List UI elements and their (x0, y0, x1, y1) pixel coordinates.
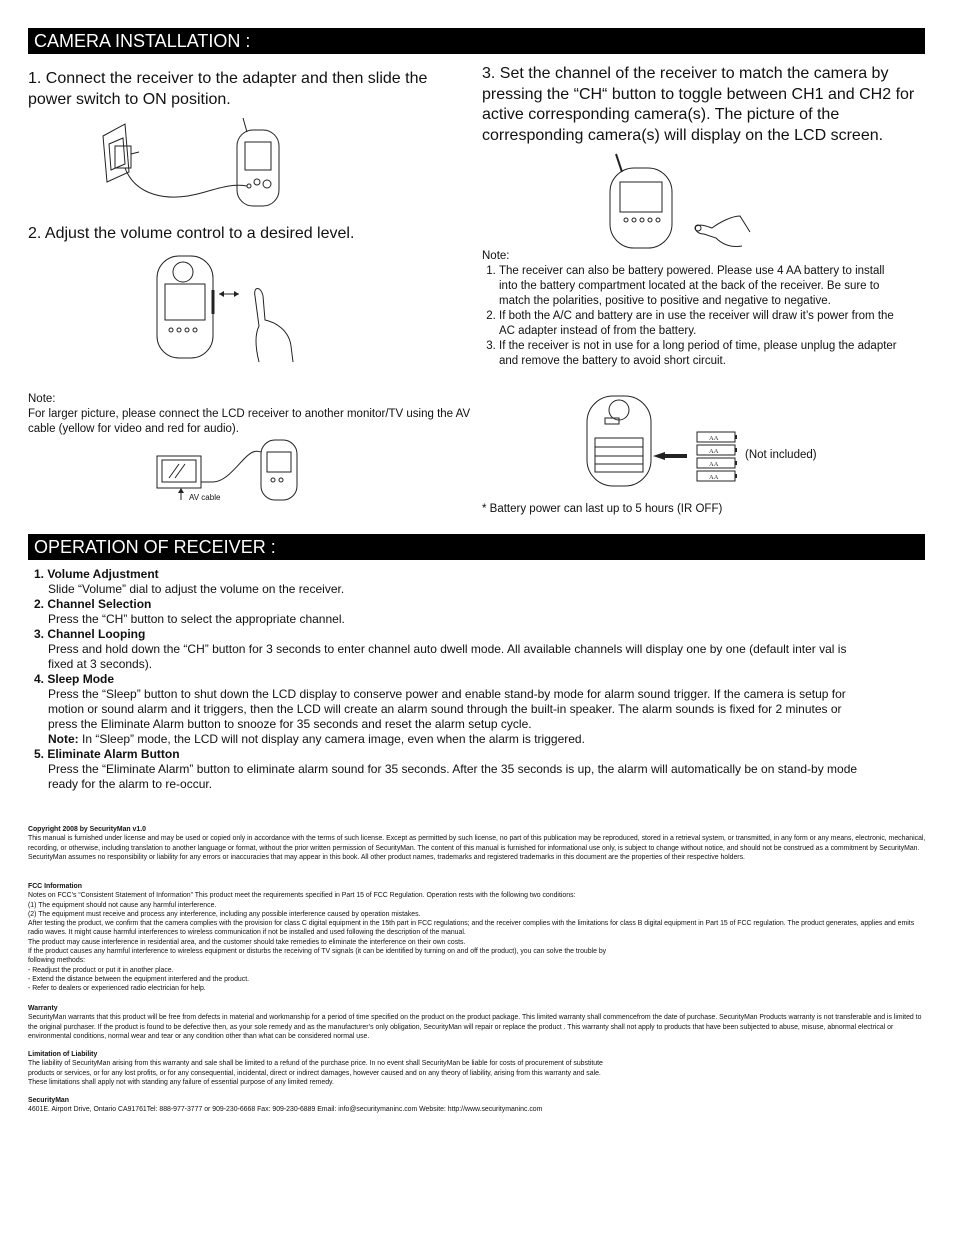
warranty-title: Warranty (28, 1005, 58, 1012)
volume-control-illustration (155, 250, 305, 362)
operation-item (34, 567, 874, 597)
install-step-3: 3. Set the channel of the receiver to match the camera by pressing the “CH“ button to toggle between CH1 and CH2 for active corresponding camera(s). The picture of the corresponding camera(s) will display on the LCD screen. (482, 65, 915, 144)
copyright-text: This manual is furnished under license and may be used or copied only in accordance with the terms of such license. Except as permitted by such license, no part of this publication may be reproduced, stored in a retrieval system, or transmitted, in any form or any means, electronic, mechanical, recording, or otherwise, including translation to another language or format, without the prior written permission of SecurityMan. The content of this manual is furnished for informational use only, is subject to change without notice, and should not be construed as a commitment by SecurityMan. SecurityMan assumes no responsibility or liability for any errors or inaccuracies that may appear in this book. All other product names, trademarks and registered trademarks in this document are the properties of their respective holders. (28, 835, 926, 861)
install-step-2: 2. Adjust the volume control to a desired level. (28, 225, 355, 242)
av-cable-illustration (155, 438, 315, 508)
operation-item (34, 747, 874, 792)
fcc-line: - Extend the distance between the equipment interfered and the product. (28, 975, 250, 983)
adapter-receiver-illustration (95, 114, 295, 214)
battery-label: AA (709, 448, 719, 455)
liability-section (28, 1050, 928, 1087)
operation-item-body: Press the “Eliminate Alarm” button to eliminate alarm sound for 35 seconds. After the 35 seconds is up, the alarm will automatically be on stand-by mode ready for the alarm to re-occur. (48, 762, 858, 791)
left-note-text: For larger picture, please connect the LCD receiver to another monitor/TV using the AV cable (yellow for video and red for audio). (28, 408, 471, 435)
fcc-line: After testing the product, we confirm that the camera complies with the provision for class C digital equipment in the 15th part in FCC regulations; and the receiver complies with the limitations for class B digital equipment in Part 15 of FCC regulation. The product generates, applies and emits radio waves. It might cause harmful interferences to wireless communication if not be installed and used following the description of the manual. (28, 920, 915, 937)
right-note-item: 2. If both the A/C and battery are in use the receiver will draw it’s power from the AC adapter instead of from the battery. (499, 309, 902, 339)
operation-item (34, 597, 874, 627)
battery-footnote: * Battery power can last up to 5 hours (IR OFF) (482, 503, 723, 515)
left-note-label: Note: (28, 393, 56, 405)
copyright-section (28, 825, 928, 862)
operation-item-body: Press and hold down the “CH” button for 3 seconds to enter channel auto dwell mode. All available channels will display one by one (default inter val is fixed at 3 seconds). (48, 642, 847, 671)
fcc-section (28, 882, 928, 994)
fcc-line: following methods: (28, 957, 86, 965)
fcc-line: If the product causes any harmful interference to wireless equipment or disturbs the receiving of TV signals (it can be identified by turning on and off the product), you can solve the trouble by (28, 948, 607, 956)
operation-item-title: 3. Channel Looping (34, 627, 146, 641)
fcc-line: (2) The equipment must receive and process any interference, including any possible interference caused by operation mistakes. (28, 910, 421, 918)
right-note-label: Note: (482, 250, 510, 262)
company-title: SecurityMan (28, 1097, 69, 1104)
fcc-line: - Readjust the product or put it in another place. (28, 966, 174, 974)
warranty-section (28, 1004, 928, 1041)
liability-line: The liability of SecurityMan arising from this warranty and sale shall be limited to a refund of the purchase price. In no event shall SecurityMan be liable for costs of procurement of substitute (28, 1060, 603, 1068)
operation-item (34, 672, 874, 747)
copyright-title: Copyright 2008 by SecurityMan v1.0 (28, 826, 146, 833)
operation-item-title: 1. Volume Adjustment (34, 567, 159, 581)
battery-illustration (585, 390, 745, 490)
note-text: In “Sleep” mode, the LCD will not display any camera image, even when the alarm is triggered. (78, 732, 585, 746)
battery-label: AA (709, 474, 719, 481)
right-note-list (482, 264, 902, 369)
right-note-item: 1. The receiver can also be battery powered. Please use 4 AA battery to install into the battery compartment located at the back of the receiver. Be sure to match the polarities, positive to positive and negative to negative. (499, 264, 902, 309)
right-note-item: 3. If the receiver is not in use for a long period of time, please unplug the adapter and remove the battery to avoid short circuit. (499, 339, 902, 369)
fcc-line: - Refer to dealers or experienced radio electrician for help. (28, 985, 206, 993)
av-cable-label: AV cable (189, 493, 221, 502)
operation-item-title: 5. Eliminate Alarm Button (34, 747, 180, 761)
operation-list (34, 567, 874, 792)
camera-installation-header: CAMERA INSTALLATION : (28, 28, 925, 54)
operation-item-note (34, 732, 874, 747)
operation-item-body: Press the “CH” button to select the appropriate channel. (48, 612, 345, 626)
liability-title: Limitation of Liability (28, 1051, 98, 1058)
operation-header: OPERATION OF RECEIVER : (28, 534, 925, 560)
operation-item-title: 2. Channel Selection (34, 597, 152, 611)
operation-item-title: 4. Sleep Mode (34, 672, 115, 686)
note-label: Note: (48, 732, 79, 746)
battery-label: AA (709, 461, 719, 468)
liability-line: These limitations shall apply not with standing any failure of essential purpose of any limited remedy. (28, 1078, 334, 1086)
fcc-line: Notes on FCC’s “Consistent Statement of Information” This product meet the requirements specified in Part 15 of FCC Regulation. Operation rests with the following two conditions: (28, 892, 576, 900)
not-included-label: (Not included) (745, 449, 817, 461)
company-contact: 4601E. Airport Drive, Ontario CA91761Tel: 888-977-3777 or 909-230-6668 Fax: 909-230-6889 Email: info@securitymaninc.com Website: http://www.securitymaninc.com (28, 1106, 543, 1114)
right-note (482, 249, 902, 369)
fcc-line: The product may cause interference in residential area, and the customer should take remedies to eliminate the interference on their own costs. (28, 938, 466, 946)
warranty-text: SecurityMan warrants that this product will be free from defects in material and workmanship for a period of time specified on the product on the product package. This limited warranty shall commencefrom the date of purchase. SecurityMan Products warranty is not transferable and is limited to the original purchaser. If the product is found to be defective then, as your sole remedy and as the manufacturer’s only obligation, SecurityMan will repair or replace the product . This warranty shall not apply to products that have been subjected to abuse, misuse, abnormal electrical or environmental conditions, normal wear and tear or any condition other than what can be considered normal use. (28, 1014, 922, 1040)
fcc-line: (1) The equipment should not cause any harmful interference. (28, 901, 217, 909)
liability-line: products or services, or for any lost profits, or for any consequential, incidental, direct or indirect damages, however caused and on any theory of liability, arising from this warranty and sale. (28, 1069, 601, 1077)
fcc-title: FCC Information (28, 883, 82, 890)
channel-button-illustration (600, 152, 760, 252)
operation-item-body: Slide “Volume” dial to adjust the volume on the receiver. (48, 582, 345, 596)
install-step-1: 1. Connect the receiver to the adapter and then slide the power switch to ON position. (28, 70, 428, 108)
battery-label: AA (709, 435, 719, 442)
left-note (28, 392, 478, 437)
operation-item-body: Press the “Sleep” button to shut down the LCD display to conserve power and enable stand-by mode for alarm sound trigger. If the camera is setup for motion or sound alarm and it triggers, then the LCD will create an alarm sound through the built-in speaker. The alarm sounds is fixed for 2 minutes or press the Eliminate Alarm button to snooze for 35 seconds and reset the alarm setup cycle. (48, 687, 846, 731)
company-section (28, 1096, 928, 1115)
operation-item (34, 627, 874, 672)
